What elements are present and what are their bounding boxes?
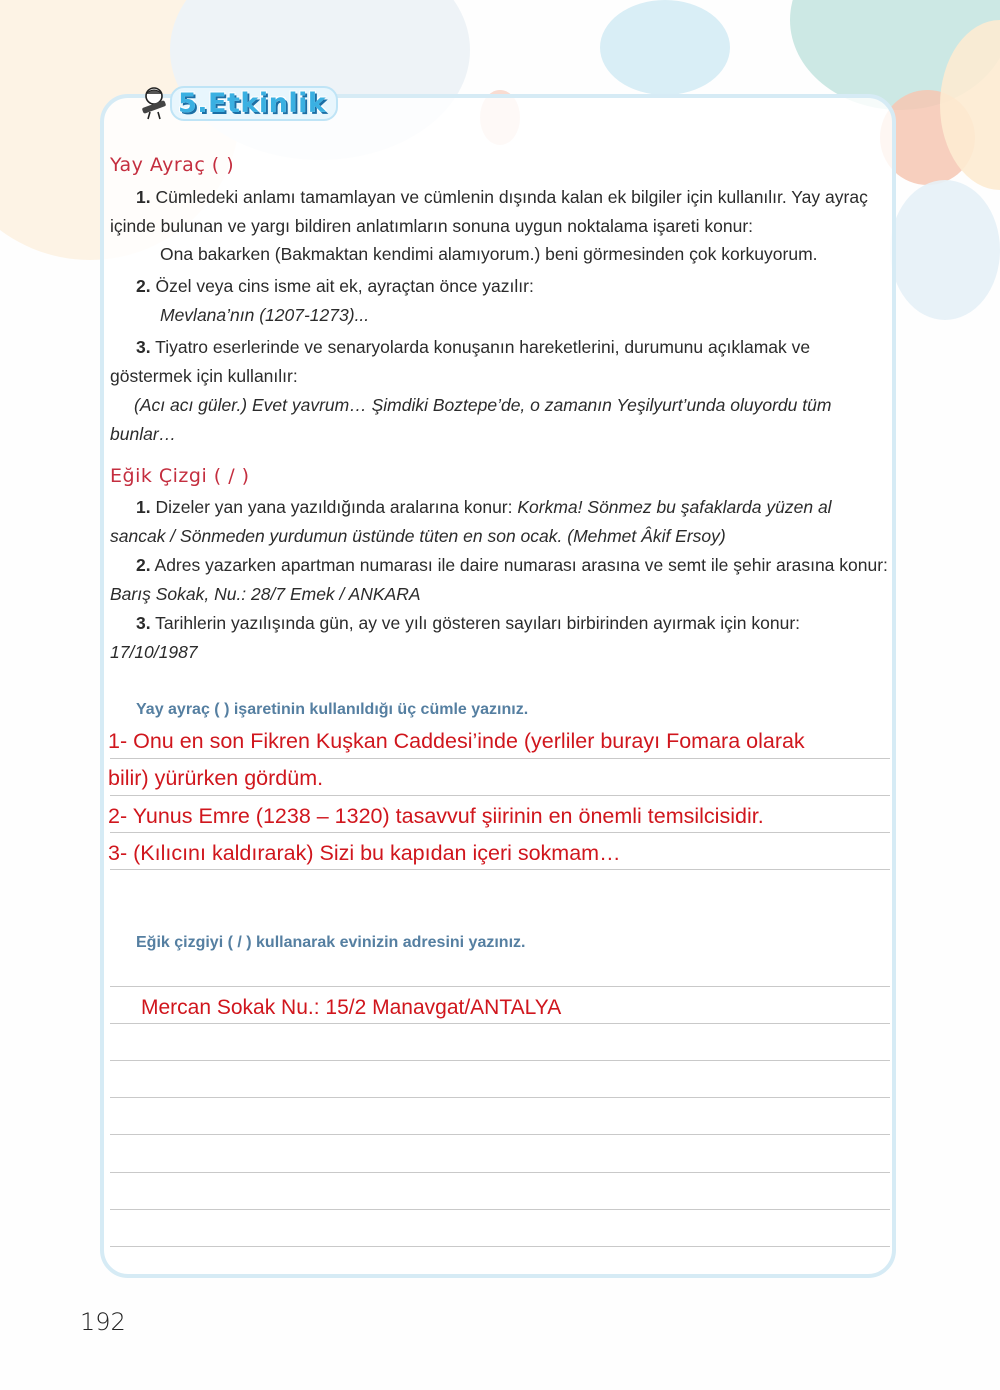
item-example: 17/10/1987 bbox=[110, 642, 198, 662]
item-text: Tiyatro eserlerinde ve senaryolarda konuşanın hareketlerini, durumunu açıklamak ve göstermek için kullanılır: bbox=[110, 337, 811, 386]
item-example: Ona bakarken (Bakmaktan kendimi alamıyorum.) beni görmesinden çok korkuyorum. bbox=[160, 244, 818, 264]
item-number: 2. bbox=[136, 555, 151, 575]
answer-line[interactable]: 3- (Kılıcını kaldırarak) Sizi bu kapıdan içeri sokmam… bbox=[108, 841, 621, 865]
item-number: 1. bbox=[136, 497, 151, 517]
writing-line bbox=[110, 1023, 890, 1024]
writing-line bbox=[110, 1134, 890, 1135]
item-number: 3. bbox=[136, 337, 151, 357]
address-answer[interactable]: Mercan Sokak Nu.: 15/2 Manavgat/ANTALYA bbox=[141, 996, 562, 1019]
item-number: 3. bbox=[136, 613, 151, 633]
item-example: Mevlana’nın (1207-1273)... bbox=[160, 305, 370, 325]
answer-line[interactable]: 1- Onu en son Fikren Kuşkan Caddesi’inde (yerliler burayı Fomara olarak bbox=[108, 729, 805, 753]
item-text: Tarihlerin yazılışında gün, ay ve yılı gösteren sayıları birbirinden ayırmak için konur: bbox=[155, 613, 801, 633]
answer-line[interactable]: 2- Yunus Emre (1238 – 1320) tasavvuf şiirinin en önemli temsilcisidir. bbox=[108, 804, 764, 828]
item-number: 1. bbox=[136, 187, 151, 207]
item-text: Cümledeki anlamı tamamlayan ve cümlenin dışında kalan ek bilgiler için kullanılır. Yay ayraç içinde bulunan ve yargı bildiren anlatımların sonuna uygun noktalama işareti konur: bbox=[110, 187, 868, 236]
item-example: (Acı acı güler.) Evet yavrum… Şimdiki Boztepe’de, o zamanın Yeşilyurt’unda oluyordu tüm bunlar… bbox=[110, 395, 832, 444]
writing-line bbox=[110, 869, 890, 870]
writing-line bbox=[110, 986, 890, 987]
item-example: Barış Sokak, Nu.: 28/7 Emek / ANKARA bbox=[110, 584, 421, 604]
page-number: 192 bbox=[80, 1308, 126, 1336]
bg-circle-decoration bbox=[600, 0, 730, 95]
writing-line bbox=[110, 1209, 890, 1210]
rule-item bbox=[110, 493, 888, 551]
rule-item bbox=[110, 272, 888, 301]
item-number: 2. bbox=[136, 276, 151, 296]
section-heading-slash: Eğik Çizgi ( / ) bbox=[110, 465, 250, 487]
writing-line bbox=[110, 758, 890, 759]
bg-circle-decoration bbox=[890, 180, 1000, 320]
writing-line bbox=[110, 1097, 890, 1098]
section-heading-parentheses: Yay Ayraç ( ) bbox=[110, 154, 235, 176]
activity-title: 5.Etkinlik bbox=[170, 86, 338, 121]
writing-line bbox=[110, 1246, 890, 1247]
item-example: Korkma! Sönmez bu şafaklarda yüzen al sancak / Sönmeden yurdumun üstünde tüten en son ocak. (Mehmet Âkif Ersoy) bbox=[110, 497, 832, 546]
writing-line bbox=[110, 1172, 890, 1173]
item-text: Dizeler yan yana yazıldığında aralarına konur: bbox=[155, 497, 513, 517]
rule-item bbox=[110, 551, 888, 609]
rule-item bbox=[110, 609, 888, 667]
writing-line bbox=[110, 832, 890, 833]
rule-item bbox=[110, 333, 888, 391]
item-text: Adres yazarken apartman numarası ile daire numarası arasına ve semt ile şehir arasına konur: bbox=[154, 555, 888, 575]
item-text: Özel veya cins isme ait ek, ayraçtan önce yazılır: bbox=[155, 276, 534, 296]
activity-logo bbox=[140, 82, 338, 124]
writing-line bbox=[110, 1060, 890, 1061]
mascot-icon bbox=[140, 86, 168, 120]
exercise-question-2: Eğik çizgiyi ( / ) kullanarak evinizin adresini yazınız. bbox=[136, 934, 526, 951]
rule-item bbox=[110, 183, 888, 241]
answer-line[interactable]: bilir) yürürken gördüm. bbox=[108, 766, 324, 790]
writing-line bbox=[110, 795, 890, 796]
exercise-question-1: Yay ayraç ( ) işaretinin kullanıldığı üç cümle yazınız. bbox=[136, 701, 529, 718]
